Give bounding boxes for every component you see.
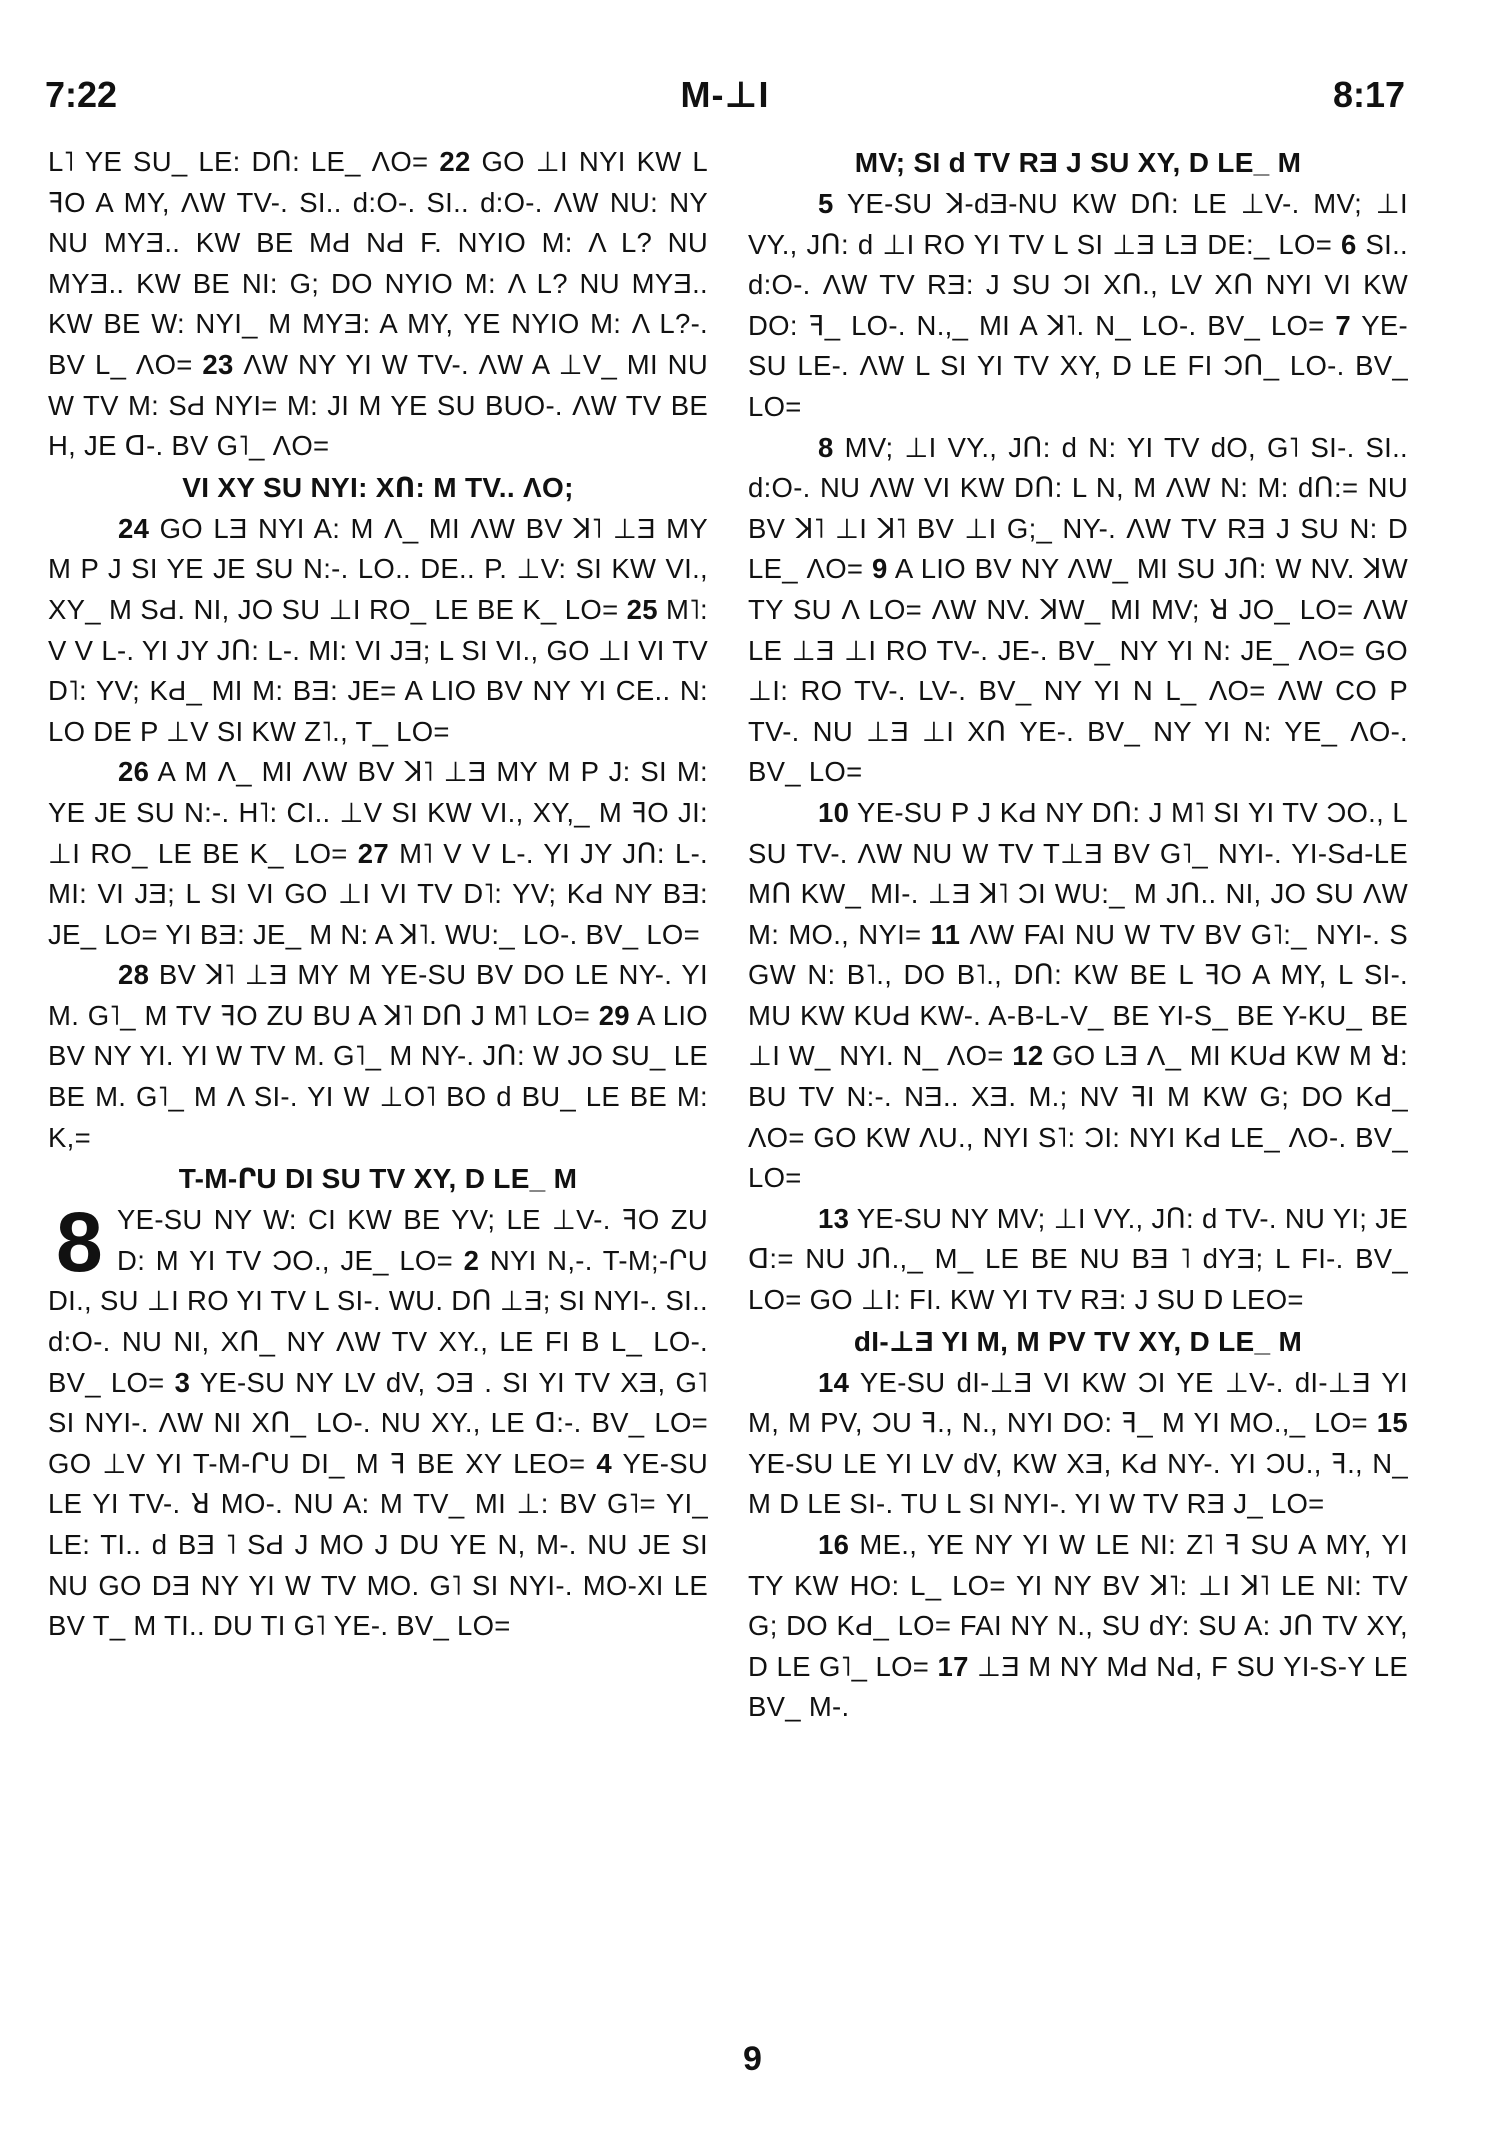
verse-number: 22 [439,146,471,177]
chapter-number: 8 [56,1195,104,1290]
verse-text: YE-SU NY LV dV, ϽƎ . SI YI TV XƎ, G˥ SI NYI-. ΛW NI XՈ_ LO-. NU XY., LE ꓷ:-. BV_ LO= GO ⊥V YI T-M-ՐU DI_ M ꟻ BE XY LEO= [48,1366,708,1479]
paragraph [48,752,708,955]
paragraph [48,142,708,467]
verse-text: M˥ V V L-. YI JY JՈ: L-. MI: VI JƎ; L SI VI GO ⊥I VI TV D˥: YV; KԀ NY BƎ: JE_ LO= YI BƎ: JE_ M N: A ꓘ˥. WU:_ LO-. BV_ LO= [48,837,708,950]
verse-number: 6 [1341,228,1357,260]
verse-number: 11 [930,918,961,950]
verse-text: ⊥Ǝ M NY MԀ NԀ, F SU YI-S-Y LE BV_ M-. [748,1650,1408,1723]
paragraph [748,1525,1408,1728]
verse-text: NYI N,-. T-M;-ՐU DI., SU ⊥I RO YI TV L SI-. WU. DՈ ⊥Ǝ; SI NYI-. SI.. d:O-. NU NI, XՈ_ NY ΛW TV XY., LE FI B L_ LO-. BV_ LO= [48,1244,708,1398]
right-column [748,142,1408,1728]
verse-text: YE-SU LE YI LV dV, KW XƎ, KԀ NY-. YI ϽU., ꟻ., N_ M D LE SI-. TU L SI NYI-. YI W TV RƎ J_ LO= [748,1447,1408,1520]
verse-text: ΛW NY YI W TV-. ΛW A ⊥V_ MI NU W TV M: SԀ NYI= M: JI M YE SU BUO-. ΛW TV BE H, JE ꓷ-. BV G˥_ ΛO= [48,348,708,462]
verse-number: 24 [118,512,150,544]
header-book-title: M-⊥I [680,74,770,115]
paragraph [748,793,1408,1199]
verse-number: 9 [872,553,888,585]
left-column [48,142,708,1728]
chapter-opening-paragraph [48,1195,709,1647]
verse-number: 15 [1376,1407,1408,1439]
verse-number: 23 [202,348,234,380]
verse-text: YE-SU NY W: CI KW BE YV; LE ⊥V-. ꟻO ZU D: M YI TV ϽO., JE_ LO= [117,1204,708,1276]
verse-number: 13 [818,1202,850,1234]
section-heading: MV; SI d TV RƎ J SU XY, D LE_ M [854,147,1302,178]
running-header [45,70,1405,120]
header-left-reference: 7:22 [45,74,118,115]
section-heading: dI-⊥Ǝ YI M, M PV TV XY, D LE_ M [853,1325,1303,1357]
section-heading: VI XY SU NYI: XՈ: M TV.. ΛO; [182,471,574,503]
verse-number: 27 [357,837,389,869]
verse-number: 3 [174,1366,191,1398]
verse-text: ΛW FAI NU W TV BV G˥:_ NYI-. S GW N: B˥., DO B˥., DՈ: KW BE L ꟻO A MY, L SI-. MU KW KUԀ KW-. A-B-L-V_ BE YI-S_ BE Y-KU_ BE ⊥I W_ NYI. N_ ΛO= [748,918,1408,1072]
verse-number: 7 [1335,309,1351,341]
verse-number: 16 [818,1529,850,1560]
verse-number: 4 [596,1447,612,1479]
verse-text: GO ⊥I NYI KW L ꟻO A MY, ΛW TV-. SI.. d:O-. SI.. d:O-. ΛW NU: NY NU MYƎ.. KW BE MԀ NԀ F. NYIO M: Λ L? NU MYƎ.. KW BE NI: G; DO NYIO M: Λ L? NU MYƎ.. KW BE W: NYI_ M MYƎ: A MY, YE NYIO M: Λ L?-. BV L_ ΛO= [48,146,708,380]
verse-text: SI.. d:O-. ΛW TV RƎ: J SU ϽI XՈ., LV XՈ NYI VI KW DO: ꟻ_ LO-. N.,_ MI A ꓘ˥. N_ LO-. BV_ LO= [748,228,1408,341]
verse-text: YE-SU LE-. ΛW L SI YI TV XY, D LE FI ϽՈ_ LO-. BV_ LO= [748,309,1408,422]
page-number: 9 [743,2040,762,2078]
paragraph [748,1363,1408,1525]
verse-text: A LIO BV NY YI. YI W TV M. G˥_ M NY-. JՈ: W JO SU_ LE BE M. G˥_ M Λ SI-. YI W ⊥O˥ BO d BU_ LE BE M: K,= [48,999,708,1153]
verse-text: M˥: V V L-. YI JY JՈ: L-. MI: VI JƎ; L SI VI., GO ⊥I VI TV D˥: YV; KԀ_ MI M: BƎ: JE= A LIO BV NY YI CE.. N: LO DE P ⊥V SI KW Z˥., T_ LO= [48,593,708,747]
verse-number: 26 [118,756,150,788]
paragraph [48,509,708,753]
verse-number: 25 [626,593,658,625]
verse-number: 17 [937,1650,969,1682]
verse-text: GO LƎ NYI A: M Λ_ MI ΛW BV ꓘ˥ ⊥Ǝ MY M P J SI YE JE SU N:-. LO.. DE.. P. ⊥V: SI KW VI., XY_ M SԀ. NI, JO SU ⊥I RO_ LE BE K_ LO= [48,512,708,625]
verse-number: 8 [818,431,834,463]
verse-number: 29 [598,999,630,1031]
verse-text: YE-SU LE YI TV-. ꓤ MO-. NU A: M TV_ MI ⊥: BV G˥= YI_ LE: TI.. d BƎ ˥ SԀ J MO J DU YE N, M-. NU JE SI NU GO DƎ NY YI W TV MO. G˥ SI NYI-. MO-XI LE BV T_ M TI.. DU TI G˥ YE-. BV_ LO= [48,1447,709,1642]
verse-number: 2 [463,1244,480,1276]
paragraph [48,955,708,1158]
verse-number: 14 [818,1366,850,1398]
verse-number: 5 [818,188,834,219]
header-right-reference: 8:17 [1332,74,1405,115]
verse-text: MV; ⊥I VY., JՈ: d N: YI TV dO, G˥ SI-. SI.. d:O-. NU ΛW VI KW DՈ: L N, M ΛW N: M: dՈ:= NU BV ꓘ˥ ⊥I ꓘ˥ BV ⊥I G;_ NY-. ΛW TV RƎ J SU N: D LE_ ΛO= [748,431,1408,585]
verse-text: YE-SU dI-⊥Ǝ VI KW ϽI YE ⊥V-. dI-⊥Ǝ YI M, M PV, ϽU ꟻ., N., NYI DO: ꟻ_ M YI MO.,_ LO= [748,1366,1408,1439]
verse-text: ME., YE NY YI W LE NI: Z˥ ꟻ SU A MY, YI TY KW HO: L_ LO= YI NY BV ꓘ˥: ⊥I ꓘ˥ LE NI: TV G; DO KԀ_ LO= FAI NY N., SU dY: SU A: JՈ TV XY, D LE G˥_ LO= [748,1529,1408,1682]
paragraph [748,184,1408,428]
verse-number: 10 [818,796,850,828]
verse-text: BV ꓘ˥ ⊥Ǝ MY M YE-SU BV DO LE NY-. YI M. G˥_ M TV ꟻO ZU BU A ꓘ˥ DՈ J M˥ LO= [48,959,708,1031]
verse-text: YE-SU ꓘ-dƎ-NU KW DՈ: LE ⊥V-. MV; ⊥I VY., JՈ: d ⊥I RO YI TV L SI ⊥Ǝ LƎ DE:_ LO= [748,188,1408,260]
paragraph [748,1199,1408,1321]
verse-text: GO LƎ Λ_ MI KUԀ KW M ꓤ: BU TV N:-. NƎ.. XƎ. M.; NV ꟻI M KW G; DO KԀ_ ΛO= GO KW ΛU., NYI S˥: ϽI: NYI KԀ LE_ ΛO-. BV_ LO= [748,1040,1408,1194]
verse-number: 12 [1012,1040,1044,1072]
section-heading: T-M-ՐU DI SU TV XY, D LE_ M [178,1163,578,1195]
verse-number: 28 [118,959,150,991]
verse-text: YE-SU NY MV; ⊥I VY., JՈ: d TV-. NU YI; JE ꓷ:= NU JՈ.,_ M_ LE BE NU BƎ ˥ dYƎ; L FI-. BV_ LO= GO ⊥I: FI. KW YI TV RƎ: J SU D LEO= [748,1202,1409,1316]
paragraph [748,428,1408,793]
verse-text: L˥ YE SU_ LE: DՈ: LE_ ΛO= [48,146,429,177]
verse-text: YE-SU P J KԀ NY DՈ: J M˥ SI YI TV ϽO., L SU TV-. ΛW NU W TV T⊥Ǝ BV G˥_ NYI-. YI-SԀ-LE MՈ KW_ MI-. ⊥Ǝ ꓘ˥ ϽI WU:_ M JՈ.. NI, JO SU ΛW M: MO., NYI= [748,796,1408,950]
verse-text: A LIO BV NY ΛW_ MI SU JՈ: W NV. ꓘW TY SU Λ LO= ΛW NV. ꓘW_ MI MV; ꓤ JO_ LO= ΛW LE ⊥Ǝ ⊥I RO TV-. JE-. BV_ NY YI N: JE_ ΛO= GO ⊥I: RO TV-. LV-. BV_ NY YI N L_ ΛO= ΛW CO P TV-. NU ⊥Ǝ ⊥I XՈ YE-. BV_ NY YI N: YE_ ΛO-. BV_ LO= [748,553,1408,788]
text-columns [48,142,1408,1728]
verse-text: A M Λ_ MI ΛW BV ꓘ˥ ⊥Ǝ MY M P J: SI M: YE JE SU N:-. H˥: CI.. ⊥V SI KW VI., XY,_ M ꟻO JI: ⊥I RO_ LE BE K_ LO= [48,756,708,869]
